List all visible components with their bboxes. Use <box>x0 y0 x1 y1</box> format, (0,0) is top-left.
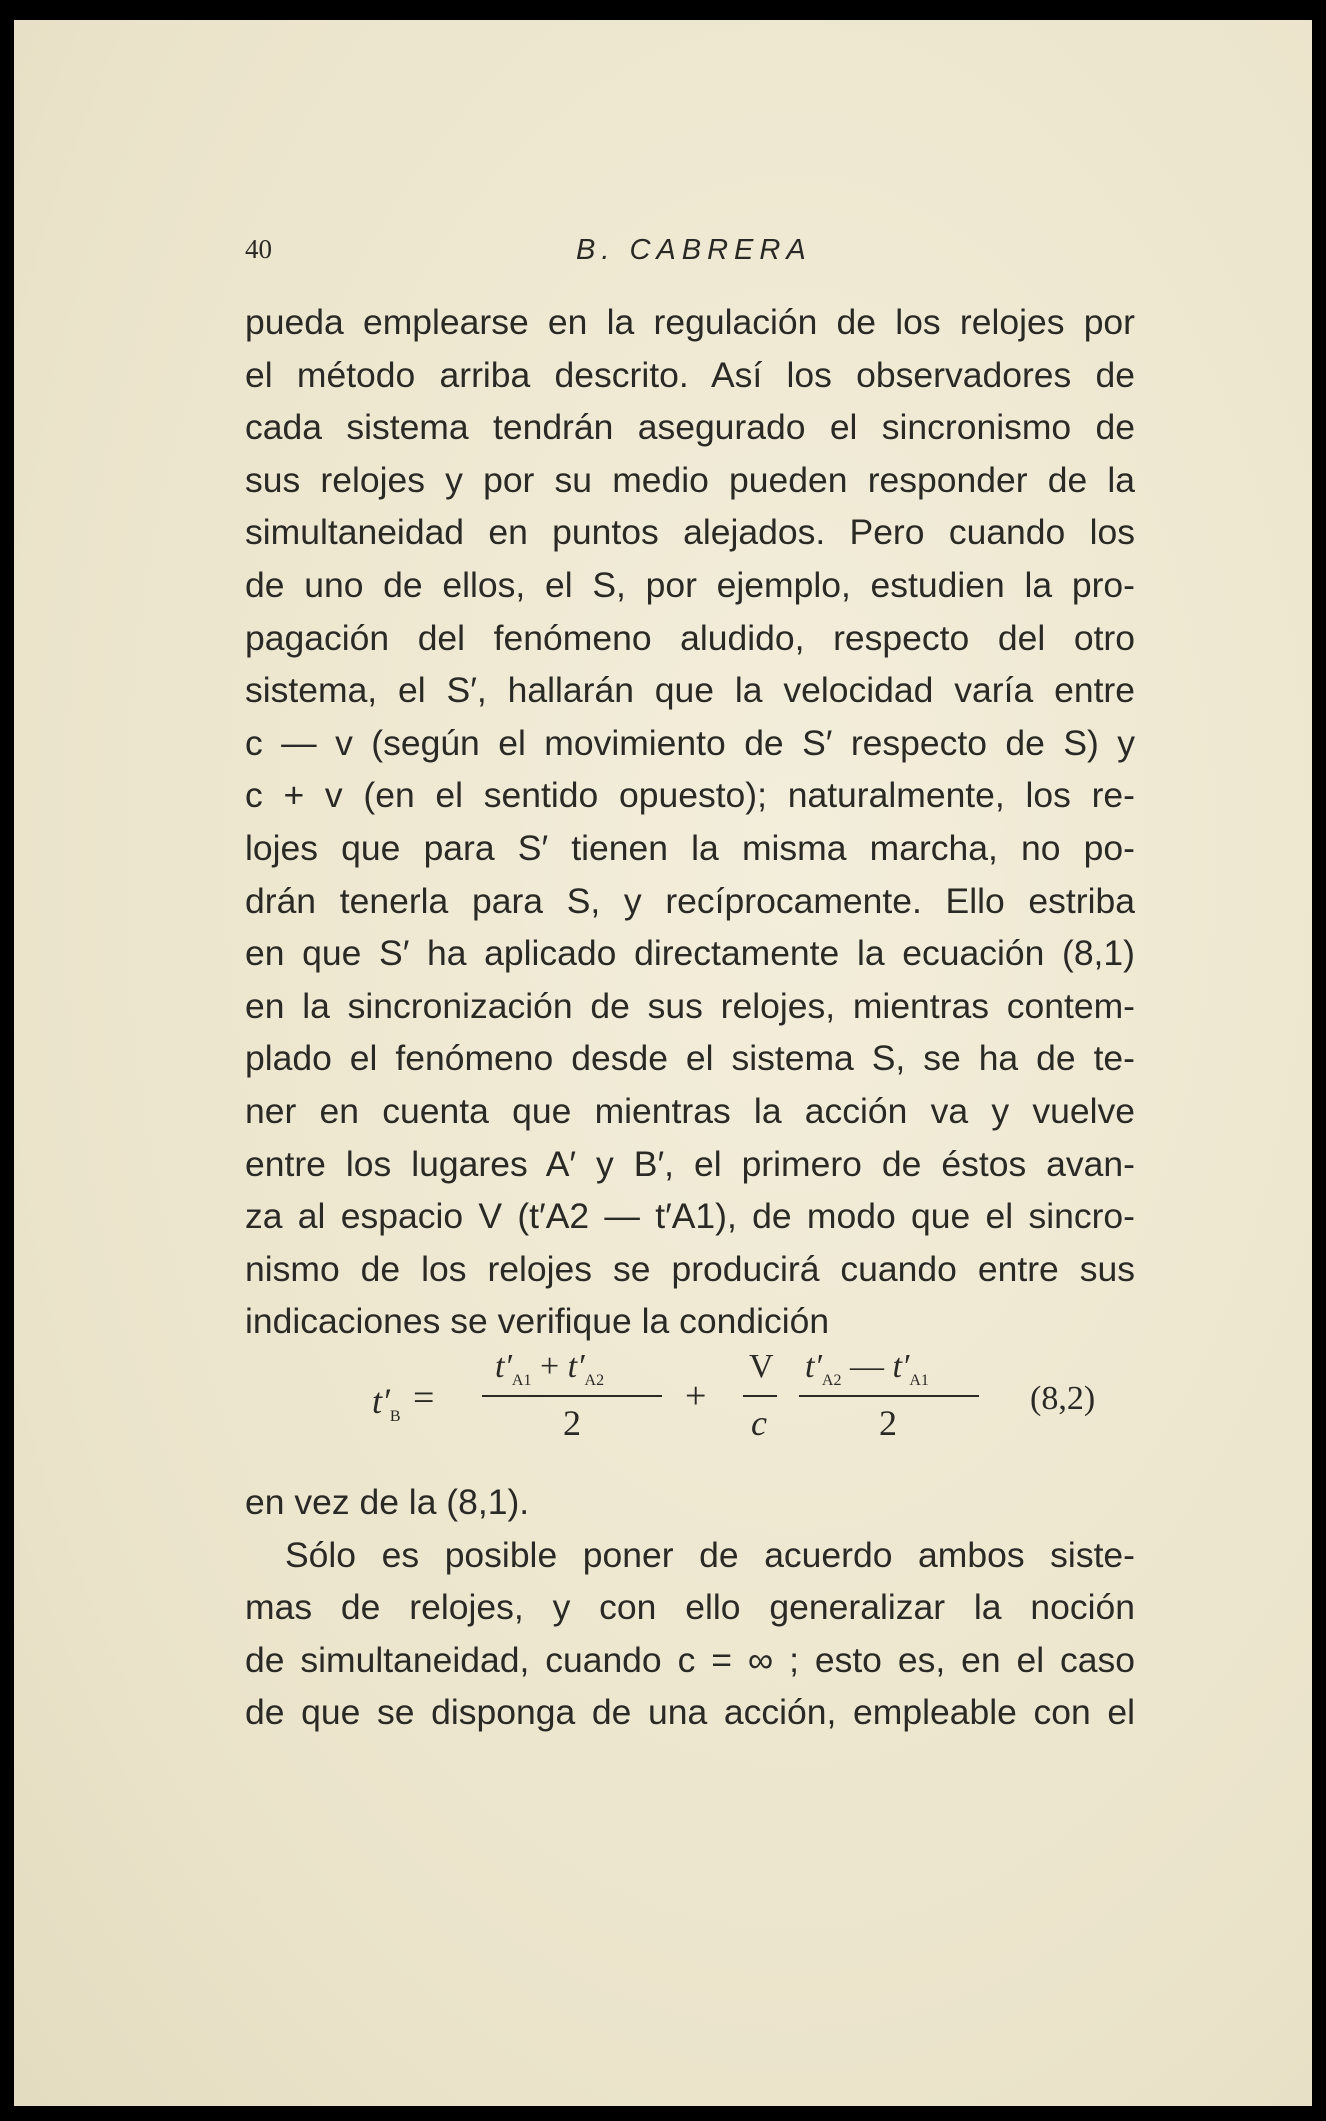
text-line: nismo de los relojes se producirá cuando entre sus <box>245 1248 1135 1289</box>
equals-sign: = <box>413 1377 435 1419</box>
text-line: de uno de ellos, el S, por ejemplo, estudien la pro- <box>245 564 1135 605</box>
text-line: cada sistema tendrán asegurado el sincronismo de <box>245 407 1135 448</box>
text-line: sus relojes y por su medio pueden responder de la <box>245 459 1135 500</box>
fraction-1-denominator: 2 <box>563 1403 581 1443</box>
text-line: drán tenerla para S, y recíprocamente. Ello estriba <box>245 880 1135 921</box>
equation-8-2 <box>245 1348 1135 1448</box>
text-line: Sólo es posible poner de acuerdo ambos siste- <box>285 1534 1135 1575</box>
text-line: de que se disponga de una acción, empleable con el <box>245 1692 1135 1733</box>
equation-number: (8,2) <box>1030 1380 1096 1417</box>
text-line: pagación del fenómeno aludido, respecto del otro <box>245 617 1135 658</box>
running-head: B. CABRERA <box>576 234 812 266</box>
text-line: c + v (en el sentido opuesto); naturalmente, los re- <box>245 775 1135 816</box>
text-line: plado el fenómeno desde el sistema S, se ha de te- <box>245 1038 1135 1079</box>
fraction-2-numerator: V <box>749 1348 774 1385</box>
text-line: mas de relojes, y con ello generalizar la noción <box>245 1587 1135 1628</box>
text-line: simultaneidad en puntos alejados. Pero cuando los <box>245 512 1135 553</box>
text-line: za al espacio V (t′A2 — t′A1), de modo que el sincro- <box>245 1196 1135 1237</box>
text-line: lojes que para S′ tienen la misma marcha, no po- <box>245 827 1135 868</box>
text-line: el método arriba descrito. Así los observadores de <box>245 354 1135 395</box>
text-line: c — v (según el movimiento de S′ respecto de S) y <box>245 722 1135 763</box>
fraction-2-denominator: c <box>751 1403 767 1443</box>
text-line: en la sincronización de sus relojes, mientras contem- <box>245 985 1135 1026</box>
text-line: de simultaneidad, cuando c = ∞ ; esto es, en el caso <box>245 1639 1135 1680</box>
fraction-3-numerator: $t'_{A2}$ — $t'_{A1}$ <box>805 1348 929 1389</box>
text-line: sistema, el S′, hallarán que la velocidad varía entre <box>245 670 1135 711</box>
text-line: ner en cuenta que mientras la acción va y vuelve <box>245 1090 1135 1131</box>
plus-sign: + <box>685 1375 707 1417</box>
text-line: en que S′ ha aplicado directamente la ecuación (8,1) <box>245 933 1135 974</box>
page-header <box>245 234 1125 274</box>
page-number: 40 <box>245 234 272 264</box>
paragraph-2-block <box>245 1476 1135 1739</box>
fraction-1-bar <box>482 1395 662 1397</box>
text-line: indicaciones se verifique la condición <box>245 1301 830 1342</box>
text-line: entre los lugares A′ y B′, el primero de éstos avan- <box>245 1143 1135 1184</box>
text-line: en vez de la (8,1). <box>245 1482 530 1522</box>
fraction-3-denominator: 2 <box>879 1403 897 1443</box>
fraction-1-numerator: $t'_{A1} + t'_{A2}$ <box>495 1348 605 1389</box>
equation-lhs: $t'_B$ <box>372 1381 401 1426</box>
text-line: pueda emplearse en la regulación de los relojes por <box>245 302 1135 342</box>
paragraph-1 <box>245 296 1135 1348</box>
fraction-3-bar <box>799 1395 979 1397</box>
fraction-2-bar <box>743 1395 777 1397</box>
